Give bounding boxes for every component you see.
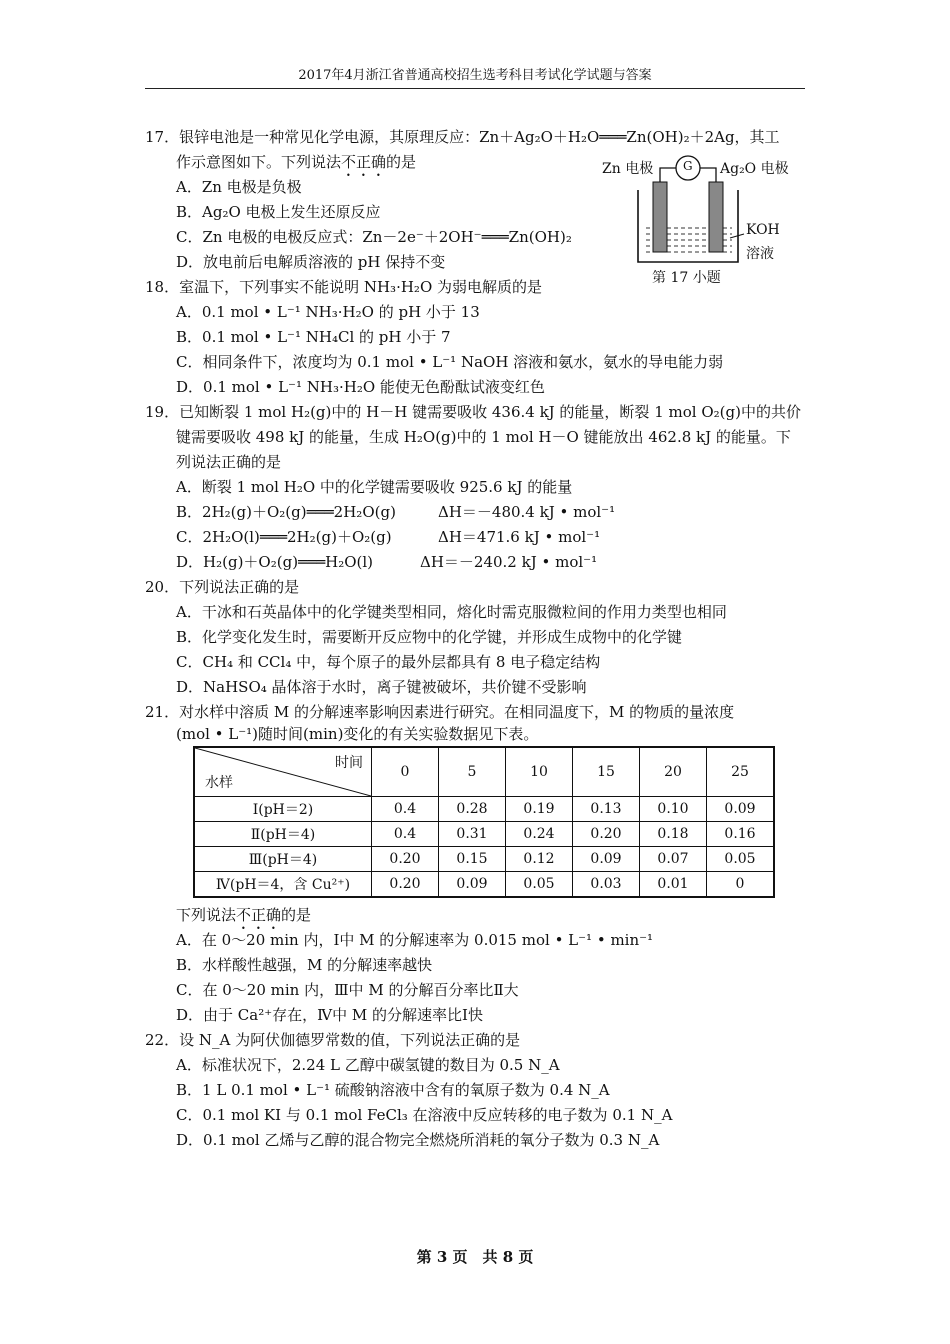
table-cell: 0.20 bbox=[573, 822, 640, 847]
q19-option-c-enthalpy: ΔH＝471.6 kJ • mol⁻¹ bbox=[438, 528, 601, 546]
table-cell: 0.01 bbox=[640, 872, 707, 898]
table-row bbox=[194, 847, 774, 872]
table-cell: 0.18 bbox=[640, 822, 707, 847]
table-header-cell: 25 bbox=[707, 747, 775, 797]
q19-option-a: A．断裂 1 mol H₂O 中的化学键需要吸收 925.6 kJ 的能量 bbox=[176, 478, 573, 496]
q21-stem-line1: 21．对水样中溶质 M 的分解速率影响因素进行研究。在相同温度下，M 的物质的量浓度 bbox=[145, 703, 735, 721]
table-cell: 0.09 bbox=[707, 797, 775, 822]
table-cell: 0.31 bbox=[439, 822, 506, 847]
table-row bbox=[194, 822, 774, 847]
galvanometer-label: G bbox=[683, 159, 693, 173]
row-label: Ⅱ(pH＝4) bbox=[194, 822, 372, 847]
table-cell: 0.24 bbox=[506, 822, 573, 847]
table-cell: 0.15 bbox=[439, 847, 506, 872]
q21-stem-line2: (mol • L⁻¹)随时间(min)变化的有关实验数据见下表。 bbox=[176, 725, 539, 743]
q21-option-a: A．在 0～20 min 内，Ⅰ中 M 的分解速率为 0.015 mol • L⁻¹ • min⁻¹ bbox=[176, 931, 654, 949]
corner-sample-label: 水样 bbox=[205, 775, 233, 791]
emphasis-not-correct: 不正确 bbox=[341, 153, 387, 171]
figure-caption: 第 17 小题 bbox=[652, 270, 721, 286]
q17-option-b: B．Ag₂O 电极上发生还原反应 bbox=[176, 203, 381, 221]
table-cell: 0.09 bbox=[573, 847, 640, 872]
table-cell: 0.4 bbox=[372, 822, 439, 847]
zn-electrode-label: Zn 电极 bbox=[602, 161, 654, 177]
table-cell: 0.20 bbox=[372, 872, 439, 898]
ag2o-electrode bbox=[709, 182, 723, 252]
q19-stem-line3: 列说法正确的是 bbox=[176, 453, 282, 471]
table-cell: 0 bbox=[707, 872, 775, 898]
table-row bbox=[194, 797, 774, 822]
table-header-cell: 10 bbox=[506, 747, 573, 797]
battery-diagram bbox=[598, 150, 808, 290]
q22-option-d: D．0.1 mol 乙烯与乙醇的混合物完全燃烧所消耗的氧分子数为 0.3 N_A bbox=[176, 1131, 660, 1149]
table-header-row bbox=[194, 747, 774, 797]
q20-option-b: B．化学变化发生时，需要断开反应物中的化学键，并形成生成物中的化学键 bbox=[176, 628, 683, 646]
q22-option-a: A．标准状况下，2.24 L 乙醇中碳氢键的数目为 0.5 N_A bbox=[176, 1056, 560, 1074]
ag2o-electrode-label: Ag₂O 电极 bbox=[720, 161, 789, 177]
table-cell: 0.16 bbox=[707, 822, 775, 847]
table-cell: 0.4 bbox=[372, 797, 439, 822]
q19-option-b-enthalpy: ΔH＝－480.4 kJ • mol⁻¹ bbox=[438, 503, 616, 521]
table-cell: 0.03 bbox=[573, 872, 640, 898]
corner-time-label: 时间 bbox=[335, 755, 363, 771]
q18-option-c: C．相同条件下，浓度均为 0.1 mol • L⁻¹ NaOH 溶液和氨水，氨水的导电能力弱 bbox=[176, 353, 724, 371]
q21-sub-stem: 下列说法不正确的是 bbox=[176, 906, 312, 924]
q17-option-c: C．Zn 电极的电极反应式：Zn－2e⁻＋2OH⁻═══Zn(OH)₂ bbox=[176, 228, 572, 246]
q18-option-d: D．0.1 mol • L⁻¹ NH₃·H₂O 能使无色酚酞试液变红色 bbox=[176, 378, 545, 396]
table-cell: 0.28 bbox=[439, 797, 506, 822]
q22-option-b: B．1 L 0.1 mol • L⁻¹ 硫酸钠溶液中含有的氧原子数为 0.4 N_A bbox=[176, 1081, 610, 1099]
table-header-cell: 5 bbox=[439, 747, 506, 797]
q21-option-c: C．在 0～20 min 内，Ⅲ中 M 的分解百分率比Ⅱ大 bbox=[176, 981, 519, 999]
table-header-cell: 15 bbox=[573, 747, 640, 797]
page-footer: 第 3 页 共 8 页 bbox=[416, 1248, 534, 1266]
koh-label: KOH bbox=[746, 222, 780, 238]
table-cell: 0.13 bbox=[573, 797, 640, 822]
q19-option-d-enthalpy: ΔH＝－240.2 kJ • mol⁻¹ bbox=[420, 553, 598, 571]
q17-option-d: D．放电前后电解质溶液的 pH 保持不变 bbox=[176, 253, 446, 271]
q21-option-b: B．水样酸性越强，M 的分解速率越快 bbox=[176, 956, 433, 974]
row-label: Ⅰ(pH＝2) bbox=[194, 797, 372, 822]
table-cell: 0.07 bbox=[640, 847, 707, 872]
q18-option-b: B．0.1 mol • L⁻¹ NH₄Cl 的 pH 小于 7 bbox=[176, 328, 451, 346]
table-row bbox=[194, 872, 774, 898]
q19-stem-line2: 键需要吸收 498 kJ 的能量，生成 H₂O(g)中的 1 mol H－O 键能放出 462.8 kJ 的能量。下 bbox=[176, 428, 791, 446]
table-header-cell: 20 bbox=[640, 747, 707, 797]
q17-stem-line2: 作示意图如下。下列说法不正确的是 bbox=[176, 153, 417, 171]
table-cell: 0.05 bbox=[707, 847, 775, 872]
q22-option-c: C．0.1 mol KI 与 0.1 mol FeCl₃ 在溶液中反应转移的电子数为 0.1 N_A bbox=[176, 1106, 673, 1124]
q19-option-c-equation: C．2H₂O(l)═══2H₂(g)＋O₂(g) bbox=[176, 528, 392, 546]
solution-label: 溶液 bbox=[746, 246, 774, 262]
table-cell: 0.19 bbox=[506, 797, 573, 822]
q17-option-a: A．Zn 电极是负极 bbox=[176, 178, 302, 196]
q19-option-b-equation: B．2H₂(g)＋O₂(g)═══2H₂O(g) bbox=[176, 503, 396, 521]
table-corner-cell bbox=[194, 747, 372, 797]
q21-option-d: D．由于 Ca²⁺存在，Ⅳ中 M 的分解速率比Ⅰ快 bbox=[176, 1006, 483, 1024]
page-header: 2017年4月浙江省普通高校招生选考科目考试化学试题与答案 bbox=[145, 64, 805, 89]
table-cell: 0.05 bbox=[506, 872, 573, 898]
q18-option-a: A．0.1 mol • L⁻¹ NH₃·H₂O 的 pH 小于 13 bbox=[176, 303, 480, 321]
row-label: Ⅳ(pH＝4，含 Cu²⁺) bbox=[194, 872, 372, 898]
emphasis-not-correct: 不正确 bbox=[236, 906, 282, 924]
decomposition-data-table bbox=[193, 746, 775, 898]
table-header-cell: 0 bbox=[372, 747, 439, 797]
q20-option-c: C．CH₄ 和 CCl₄ 中，每个原子的最外层都具有 8 电子稳定结构 bbox=[176, 653, 601, 671]
q18-stem: 18．室温下，下列事实不能说明 NH₃·H₂O 为弱电解质的是 bbox=[145, 278, 543, 296]
q20-stem: 20．下列说法正确的是 bbox=[145, 578, 300, 596]
table-cell: 0.12 bbox=[506, 847, 573, 872]
q20-option-a: A．干冰和石英晶体中的化学键类型相同，熔化时需克服微粒间的作用力类型也相同 bbox=[176, 603, 727, 621]
q19-stem-line1: 19．已知断裂 1 mol H₂(g)中的 H－H 键需要吸收 436.4 kJ 的能量，断裂 1 mol O₂(g)中的共价 bbox=[145, 403, 801, 421]
q20-option-d: D．NaHSO₄ 晶体溶于水时，离子键被破坏，共价键不受影响 bbox=[176, 678, 587, 696]
row-label: Ⅲ(pH＝4) bbox=[194, 847, 372, 872]
q22-stem: 22．设 N_A 为阿伏伽德罗常数的值，下列说法正确的是 bbox=[145, 1031, 521, 1049]
table-cell: 0.10 bbox=[640, 797, 707, 822]
table-cell: 0.20 bbox=[372, 847, 439, 872]
q17-stem-line1: 17．银锌电池是一种常见化学电源，其原理反应：Zn＋Ag₂O＋H₂O═══Zn(OH)₂＋2Ag，其工 bbox=[145, 128, 780, 146]
zn-electrode bbox=[653, 182, 667, 252]
q19-option-d-equation: D．H₂(g)＋O₂(g)═══H₂O(l) bbox=[176, 553, 374, 571]
table-cell: 0.09 bbox=[439, 872, 506, 898]
